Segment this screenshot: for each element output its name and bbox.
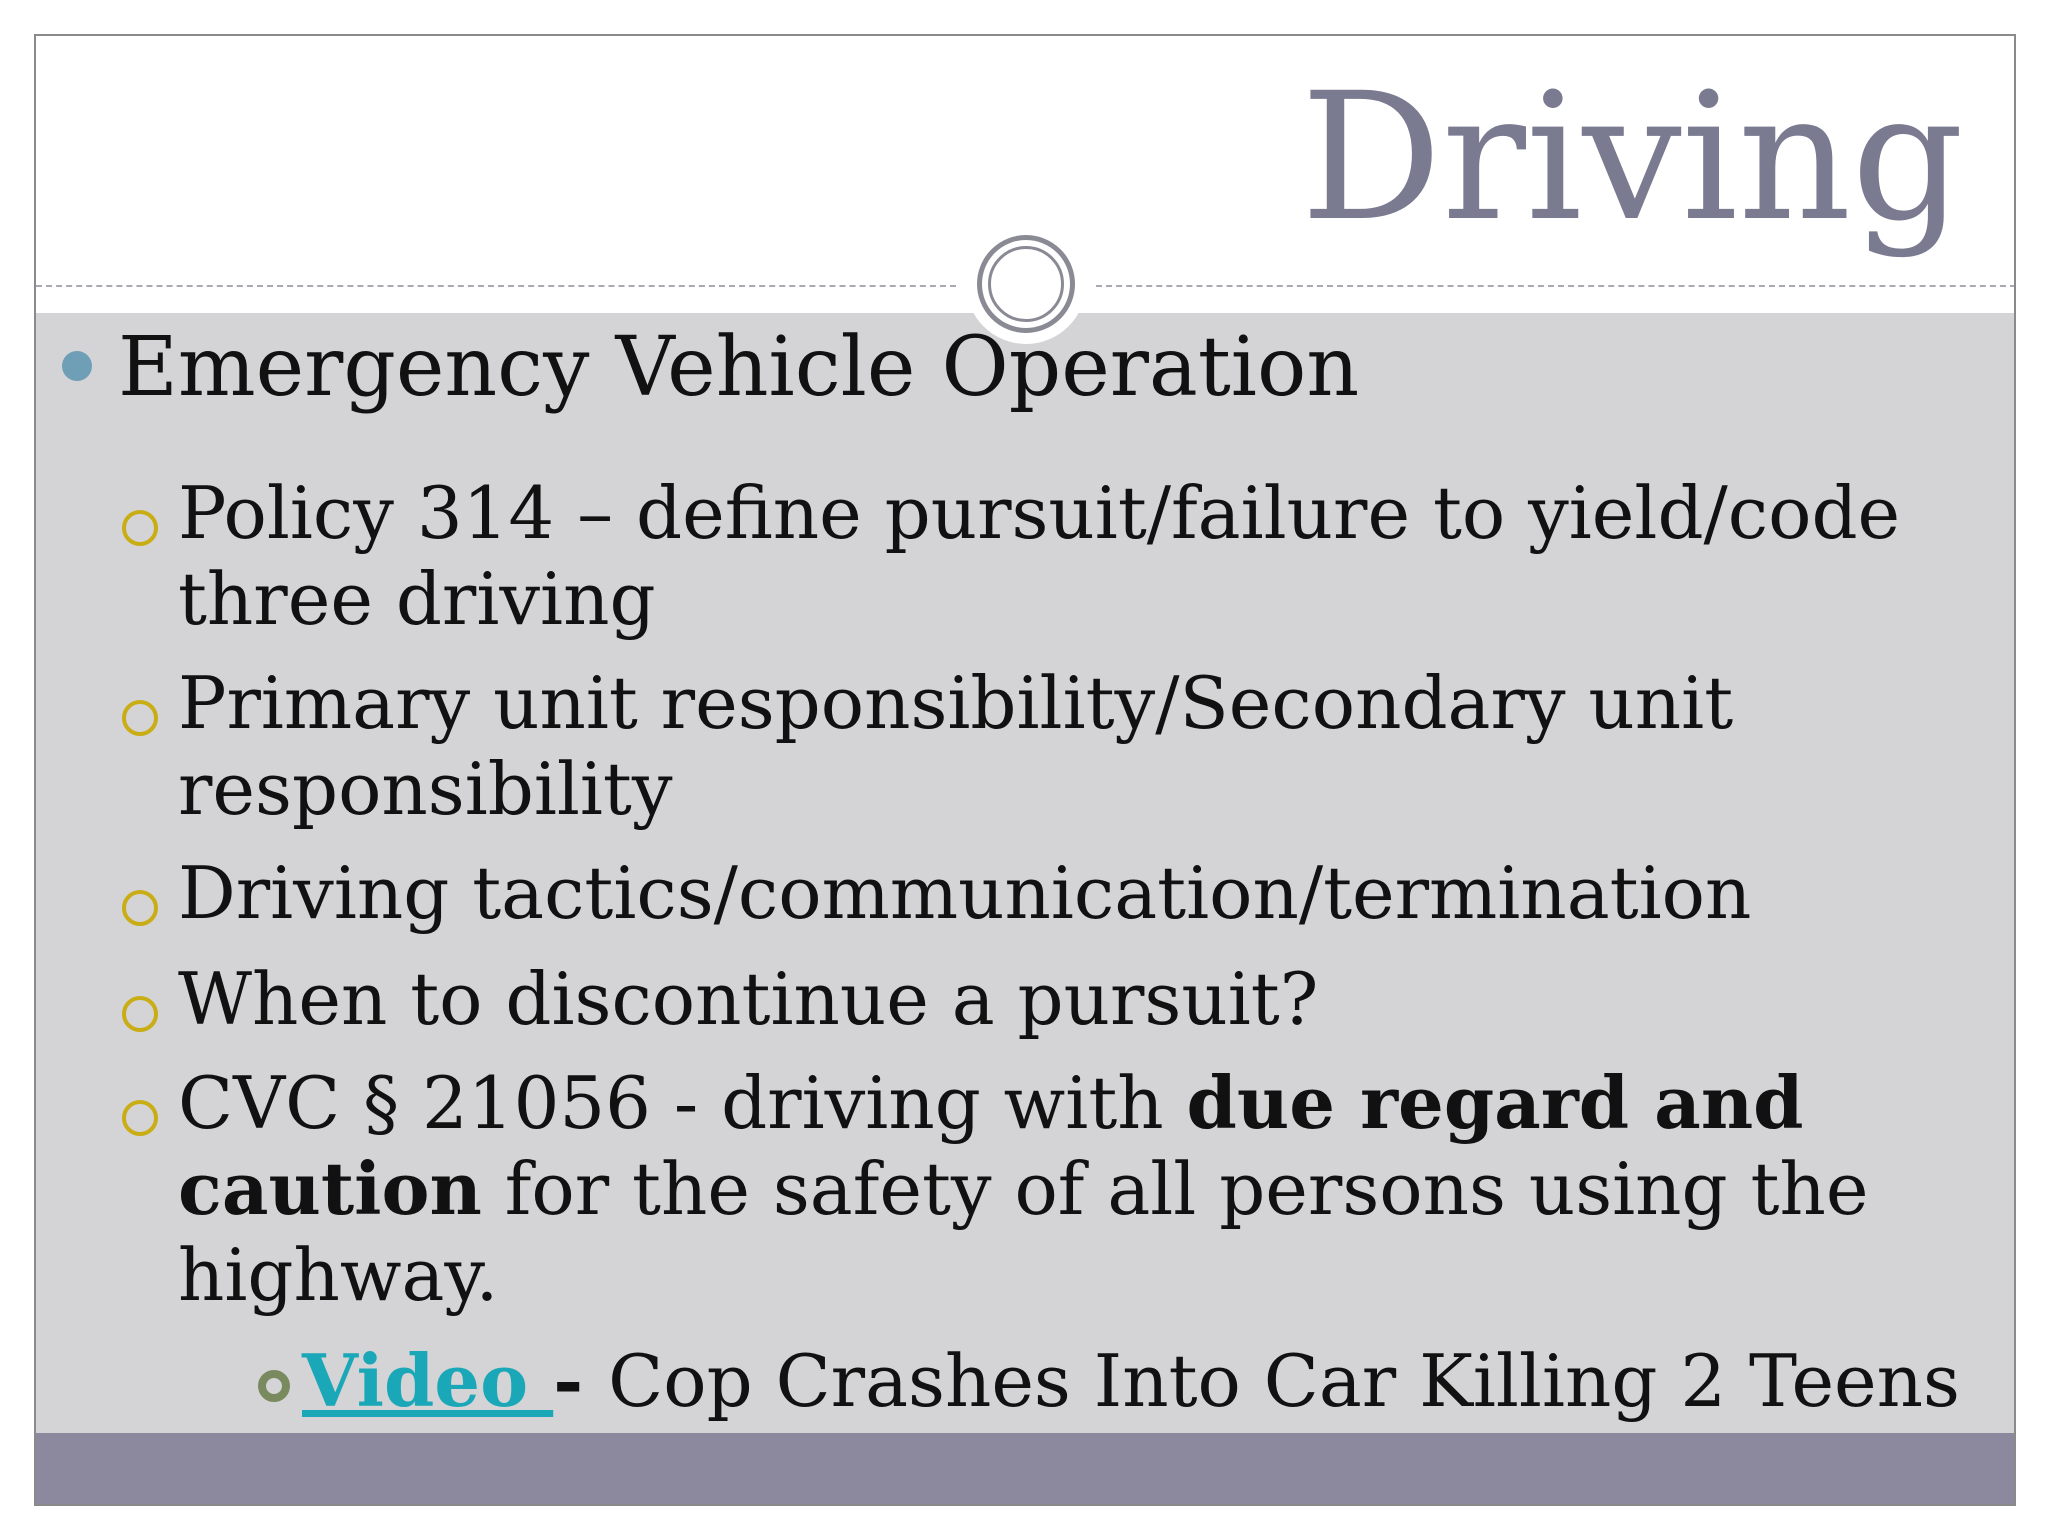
footer-band <box>36 1433 2016 1506</box>
level1-bullet-icon <box>62 351 92 381</box>
level2-bullet-icon <box>122 996 158 1032</box>
slide-title: Driving <box>1300 55 1964 260</box>
video-link[interactable]: Video <box>302 1338 554 1423</box>
list-item-discontinue-pursuit: When to discontinue a pursuit? <box>178 957 1319 1041</box>
cvc-suffix: for the safety of all persons using the highway. <box>178 1147 1869 1317</box>
level3-bullet-icon <box>258 1370 290 1402</box>
level2-bullet-icon <box>122 700 158 736</box>
slide <box>34 34 2016 1506</box>
sub-item-video <box>302 1338 1960 1424</box>
title-divider-right <box>1096 285 2016 287</box>
list-item-policy: Policy 314 – define pursuit/failure to yield/code three driving <box>178 471 1901 641</box>
list-item-cvc <box>178 1060 1958 1318</box>
cvc-bold-text: due regard and caution <box>178 1060 1804 1231</box>
video-description: Cop Crashes Into Car Killing 2 Teens <box>608 1339 1960 1423</box>
title-divider-left <box>36 285 956 287</box>
list-item-driving-tactics: Driving tactics/communication/termination <box>178 851 1752 935</box>
list-item-unit-responsibility: Primary unit responsibility/Secondary unit responsibility <box>178 661 1734 831</box>
level1-heading: Emergency Vehicle Operation <box>118 320 1360 415</box>
level2-bullet-icon <box>122 1100 158 1136</box>
level2-bullet-icon <box>122 510 158 546</box>
divider-ring-inner-stroke <box>988 246 1064 322</box>
level2-bullet-icon <box>122 890 158 926</box>
video-separator: - <box>553 1338 609 1423</box>
cvc-prefix: CVC § 21056 - driving with <box>178 1061 1187 1145</box>
